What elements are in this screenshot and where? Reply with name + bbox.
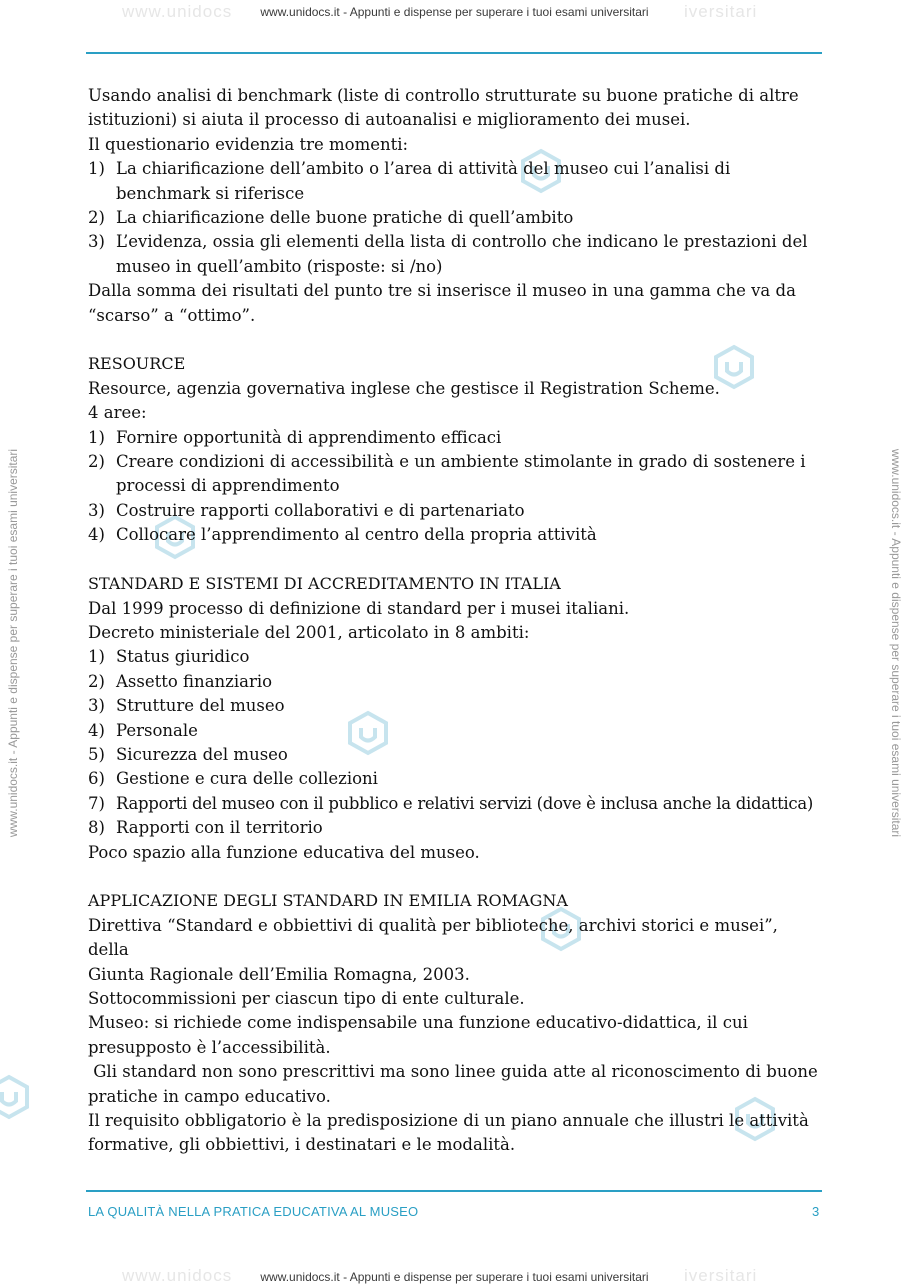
header-watermark: www.unidocs.it - Appunti e dispense per superare i tuoi esami universitari (260, 5, 649, 19)
list-item: 3) Costruire rapporti collaborativi e di partenariato (88, 500, 525, 520)
watermark-ghost-bottom-right: iversitari (684, 1266, 758, 1285)
paragraph-line: Giunta Ragionale dell’Emilia Romagna, 2003. (88, 964, 470, 984)
side-watermark-left: www.unidocs.it - Appunti e dispense per superare i tuoi esami universitari (6, 448, 20, 838)
list-item: 6) Gestione e cura delle collezioni (88, 769, 378, 789)
unidocs-logo-icon (0, 1074, 32, 1120)
list-item: 7) Rapporti del museo con il pubblico e relativi servizi (dove è inclusa anche la didattica) (88, 793, 814, 813)
paragraph: Poco spazio alla funzione educativa del museo. (88, 842, 480, 862)
paragraph-line: presupposto è l’accessibilità. (88, 1037, 331, 1057)
paragraph-line: formative, gli obbiettivi, i destinatari e le modalità. (88, 1135, 516, 1155)
paragraph-line: Gli standard non sono prescrittivi ma sono linee guida atte al riconoscimento di buone (88, 1062, 818, 1082)
list-item: 2) Assetto finanziario (88, 671, 273, 691)
list-item: 1) Fornire opportunità di apprendimento efficaci (88, 427, 502, 447)
paragraph: Resource, agenzia governativa inglese che gestisce il Registration Scheme. (88, 378, 720, 398)
paragraph: Decreto ministeriale del 2001, articolato in 8 ambiti: (88, 622, 530, 642)
intro-paragraph-line: istituzioni) si aiuta il processo di autoanalisi e miglioramento dei musei. (88, 110, 691, 130)
document-body (88, 84, 823, 1158)
side-watermark-right: www.unidocs.it - Appunti e dispense per superare i tuoi esami universitari (889, 448, 903, 838)
section-heading: APPLICAZIONE DEGLI STANDARD IN EMILIA ROMAGNA (88, 891, 568, 911)
paragraph-line: Il requisito obbligatorio è la predisposizione di un piano annuale che illustri le attività (88, 1111, 809, 1131)
list-item: 5) Sicurezza del museo (88, 744, 288, 764)
list-item: 4) Collocare l’apprendimento al centro della propria attività (88, 525, 597, 545)
list-item: 8) Rapporti con il territorio (88, 818, 323, 838)
paragraph: 4 aree: (88, 403, 147, 423)
section-heading: RESOURCE (88, 354, 186, 374)
paragraph: Dal 1999 processo di definizione di standard per i musei italiani. (88, 598, 630, 618)
page-number: 3 (812, 1204, 820, 1219)
list-item: 2) Creare condizioni di accessibilità e un ambiente stimolante in grado di sostenere i processi di apprendimento (88, 452, 806, 496)
watermark-ghost-top-right: iversitari (684, 2, 758, 21)
list-item: 2) La chiarificazione delle buone pratiche di quell’ambito (88, 208, 574, 228)
paragraph-line: Museo: si richiede come indispensabile una funzione educativo-didattica, il cui (88, 1013, 748, 1033)
footer-rule (86, 1190, 822, 1192)
section-heading: STANDARD E SISTEMI DI ACCREDITAMENTO IN ITALIA (88, 574, 561, 594)
intro-paragraph-line: “scarso” a “ottimo”. (88, 305, 256, 325)
paragraph: Sottocommissioni per ciascun tipo di ente culturale. (88, 988, 525, 1008)
list-item: 1) La chiarificazione dell’ambito o l’area di attività del museo cui l’analisi di benchmark si riferisce (88, 159, 731, 203)
intro-paragraph: Il questionario evidenzia tre momenti: (88, 134, 409, 154)
watermark-ghost-top-left: www.unidocs (122, 2, 233, 21)
watermark-ghost-bottom-left: www.unidocs (122, 1266, 233, 1285)
footer-watermark: www.unidocs.it - Appunti e dispense per superare i tuoi esami universitari (260, 1270, 649, 1284)
intro-paragraph-line: Dalla somma dei risultati del punto tre si inserisce il museo in una gamma che va da (88, 281, 796, 301)
list-item: 3) Strutture del museo (88, 696, 285, 716)
footer-title: LA QUALITÀ NELLA PRATICA EDUCATIVA AL MUSEO (88, 1204, 419, 1219)
header-rule (86, 52, 822, 54)
paragraph-line: Direttiva “Standard e obbiettivi di qualità per biblioteche, archivi storici e musei”, della (88, 915, 778, 960)
list-item: 3) L’evidenza, ossia gli elementi della lista di controllo che indicano le prestazioni del museo in quell’ambito (risposte: si /no) (88, 232, 808, 276)
list-item: 1) Status giuridico (88, 647, 250, 667)
list-item: 4) Personale (88, 720, 198, 740)
intro-paragraph-line: Usando analisi di benchmark (liste di controllo strutturate su buone pratiche di altre (88, 86, 799, 105)
paragraph-line: pratiche in campo educativo. (88, 1086, 331, 1106)
